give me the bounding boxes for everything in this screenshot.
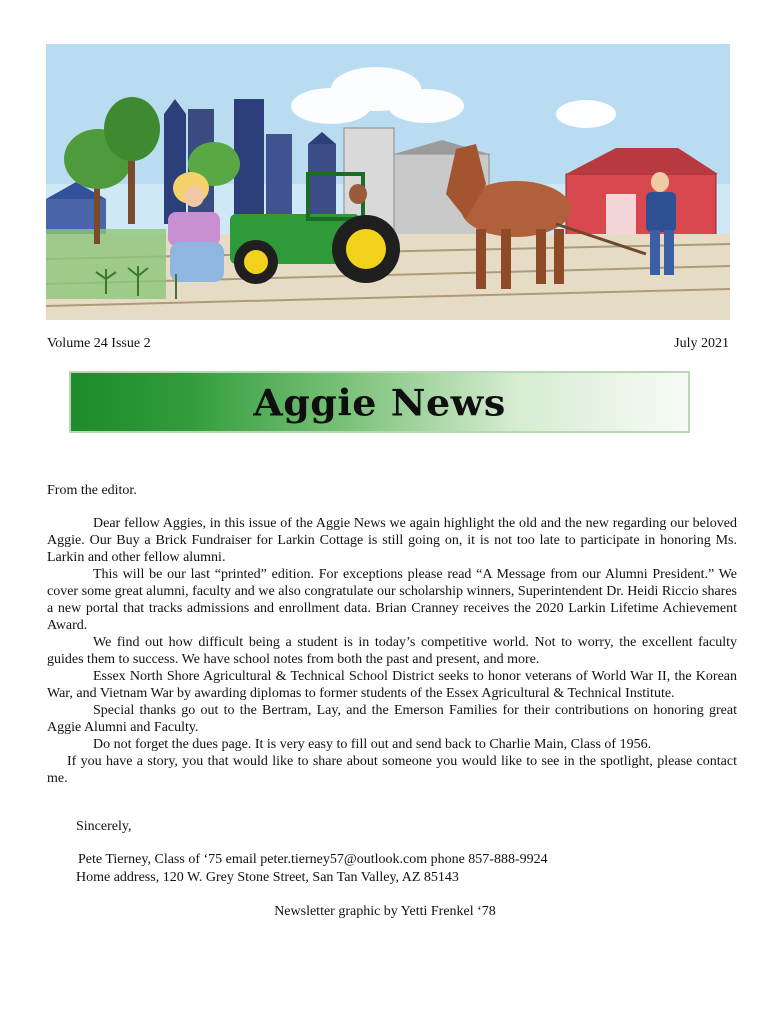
letter-closing: Sincerely,	[76, 819, 132, 834]
letter-paragraph: If you have a story, you that would like to share about someone you would like to see in the spotlight, please contact me.	[47, 754, 737, 786]
issue-date: July 2021	[674, 336, 729, 351]
masthead-banner	[69, 371, 690, 433]
letter-paragraph: Special thanks go out to the Bertram, Lay, and the Emerson Families for their contributions on honoring great Aggie Alumni and Faculty.	[47, 703, 737, 735]
editor-letter	[47, 482, 737, 787]
letter-paragraph: Essex North Shore Agricultural & Technical School District seeks to honor veterans of World War II, the Korean War, and Vietnam War by awarding diplomas to former students of the Essex Agricultural & Technical Institute.	[47, 669, 737, 701]
letter-greeting: From the editor.	[47, 483, 137, 498]
letter-paragraph: We find out how difficult being a student is in today’s competitive world. Not to worry, the excellent faculty guides them to success. We have school notes from both the past and present, and more.	[47, 635, 737, 667]
address-line: Home address, 120 W. Grey Stone Street, San Tan Valley, AZ 85143	[76, 870, 459, 885]
signature-line: Pete Tierney, Class of ‘75 email peter.tierney57@outlook.com phone 857-888-9924	[78, 852, 548, 867]
newsletter-banner-illustration	[46, 44, 730, 320]
letter-paragraph: This will be our last “printed” edition. For exceptions please read “A Message from our Alumni President.” We cover some great alumni, faculty and we also congratulate our scholarship winners, Superintendent Dr. Heidi Riccio shares a new portal that tracks admissions and enrollment data. Brian Cranney receives the 2020 Larkin Lifetime Achievement Award.	[47, 567, 737, 633]
issue-meta-row	[47, 336, 729, 352]
letter-paragraph: Dear fellow Aggies, in this issue of the Aggie News we again highlight the old and the new regarding our beloved Aggie. Our Buy a Brick Fundraiser for Larkin Cottage is still going on, it is not too late to participate in honoring Ms. Larkin and other fellow alumni.	[47, 516, 737, 565]
volume-issue-label: Volume 24 Issue 2	[47, 336, 151, 351]
letter-paragraph: Do not forget the dues page. It is very easy to fill out and send back to Charlie Main, Class of 1956.	[93, 737, 652, 752]
graphic-credit: Newsletter graphic by Yetti Frenkel ‘78	[274, 904, 496, 919]
newsletter-title: Aggie News	[253, 380, 506, 424]
